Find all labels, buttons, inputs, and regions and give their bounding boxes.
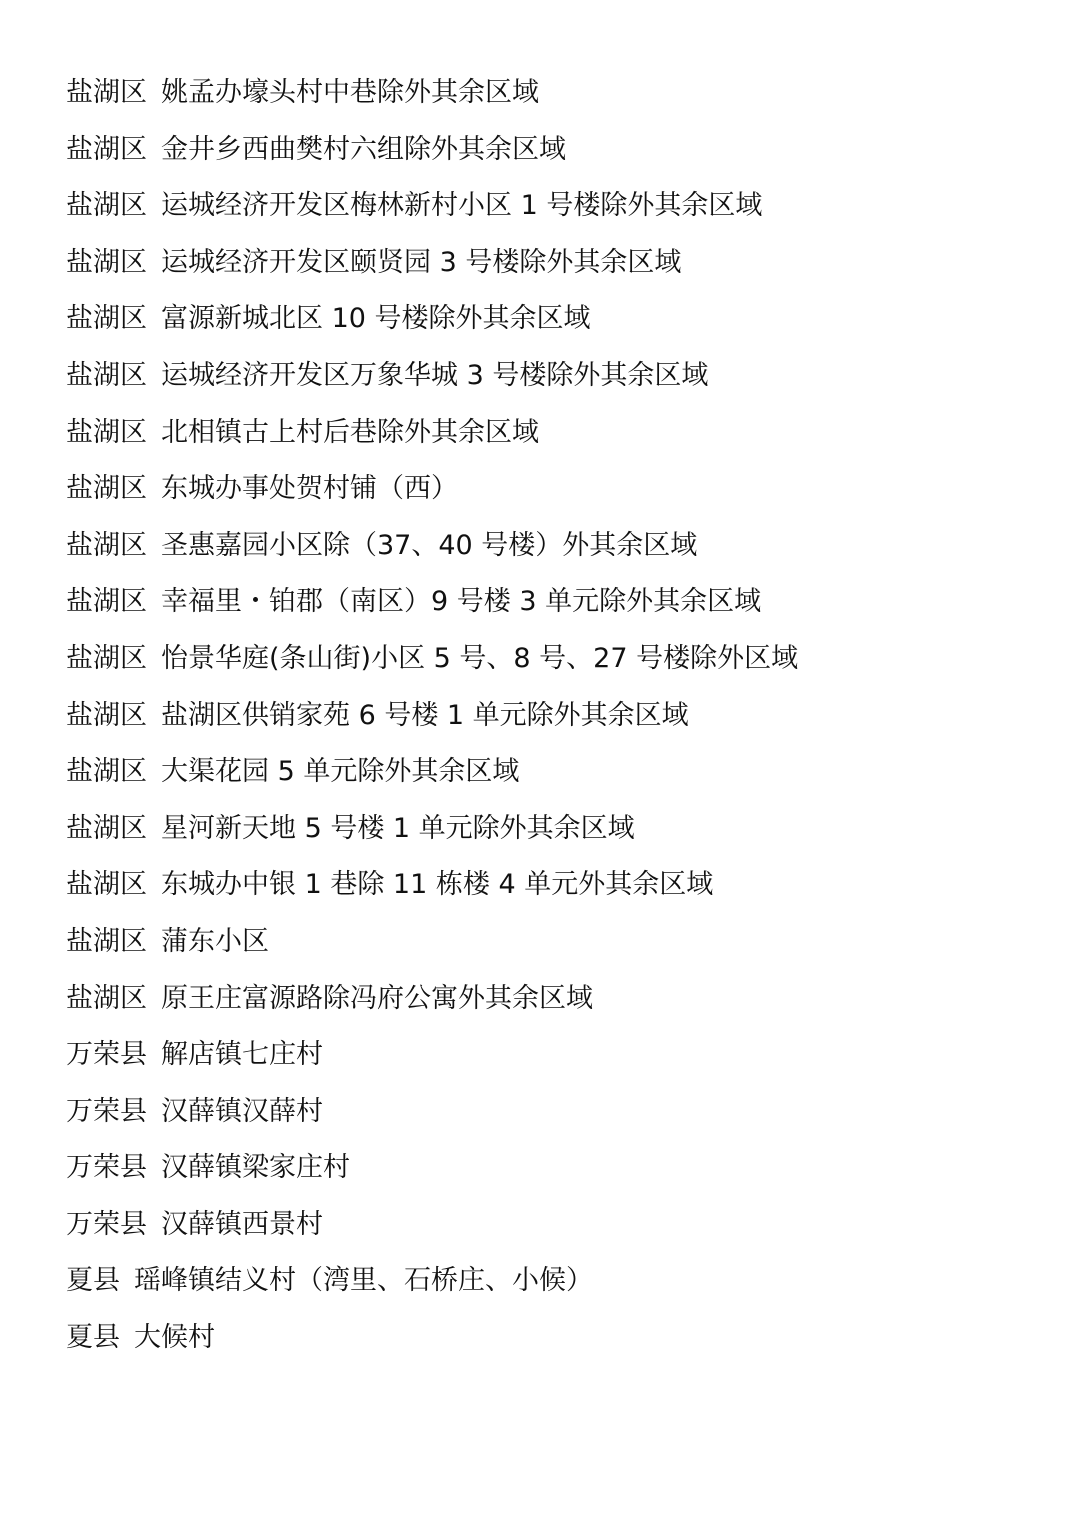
district-label: 盐湖区 (66, 925, 147, 957)
list-item (66, 693, 1046, 750)
district-label: 盐湖区 (66, 359, 147, 391)
district-label: 盐湖区 (66, 812, 147, 844)
list-item (66, 636, 1046, 693)
list-item (66, 183, 1046, 240)
area-text: 大候村 (134, 1322, 215, 1354)
list-item (66, 240, 1046, 297)
list-item (66, 1202, 1046, 1259)
area-text: 蒲东小区 (161, 925, 269, 957)
area-text: 圣惠嘉园小区除（37、40 号楼）外其余区域 (161, 529, 698, 561)
area-text: 东城办事处贺村铺（西） (161, 473, 458, 505)
district-label: 万荣县 (66, 1039, 147, 1071)
district-label: 盐湖区 (66, 699, 147, 731)
list-item (66, 579, 1046, 636)
district-label: 盐湖区 (66, 416, 147, 448)
area-text: 金井乡西曲樊村六组除外其余区域 (161, 133, 566, 165)
area-text: 运城经济开发区梅林新村小区 1 号楼除外其余区域 (161, 190, 763, 222)
area-text: 汉薛镇汉薛村 (161, 1095, 323, 1127)
district-label: 盐湖区 (66, 982, 147, 1014)
list-item (66, 466, 1046, 523)
list-item (66, 296, 1046, 353)
area-text: 盐湖区供销家苑 6 号楼 1 单元除外其余区域 (161, 699, 689, 731)
area-text: 运城经济开发区颐贤园 3 号楼除外其余区域 (161, 246, 682, 278)
district-label: 盐湖区 (66, 473, 147, 505)
list-item (66, 353, 1046, 410)
district-label: 盐湖区 (66, 303, 147, 335)
district-label: 盐湖区 (66, 529, 147, 561)
list-item (66, 1089, 1046, 1146)
list-item (66, 523, 1046, 580)
area-text: 北相镇古上村后巷除外其余区域 (161, 416, 539, 448)
area-text: 富源新城北区 10 号楼除外其余区域 (161, 303, 591, 335)
area-text: 幸福里・铂郡（南区）9 号楼 3 单元除外其余区域 (161, 586, 762, 618)
area-text: 解店镇七庄村 (161, 1039, 323, 1071)
district-label: 盐湖区 (66, 642, 147, 674)
area-list (66, 70, 1046, 1372)
district-label: 盐湖区 (66, 246, 147, 278)
area-text: 姚孟办壕头村中巷除外其余区域 (161, 77, 539, 108)
area-text: 汉薛镇梁家庄村 (161, 1152, 350, 1184)
district-label: 盐湖区 (66, 190, 147, 222)
area-text: 瑶峰镇结义村（湾里、石桥庄、小候） (134, 1265, 593, 1297)
district-label: 万荣县 (66, 1095, 147, 1127)
area-text: 东城办中银 1 巷除 11 栋楼 4 单元外其余区域 (161, 869, 714, 901)
list-item (66, 1315, 1046, 1372)
area-text: 原王庄富源路除冯府公寓外其余区域 (161, 982, 593, 1014)
district-label: 盐湖区 (66, 77, 147, 108)
district-label: 万荣县 (66, 1152, 147, 1184)
district-label: 夏县 (66, 1265, 120, 1297)
list-item (66, 410, 1046, 467)
district-label: 万荣县 (66, 1208, 147, 1240)
area-text: 怡景华庭(条山街)小区 5 号、8 号、27 号楼除外区域 (161, 642, 799, 674)
district-label: 盐湖区 (66, 133, 147, 165)
list-item (66, 1258, 1046, 1315)
list-item (66, 749, 1046, 806)
list-item (66, 976, 1046, 1033)
list-item (66, 70, 1046, 127)
district-label: 盐湖区 (66, 869, 147, 901)
list-item (66, 806, 1046, 863)
area-text: 运城经济开发区万象华城 3 号楼除外其余区域 (161, 359, 709, 391)
district-label: 盐湖区 (66, 756, 147, 788)
list-item (66, 862, 1046, 919)
list-item (66, 1145, 1046, 1202)
list-item (66, 919, 1046, 976)
district-label: 夏县 (66, 1322, 120, 1354)
area-text: 汉薛镇西景村 (161, 1208, 323, 1240)
area-text: 大渠花园 5 单元除外其余区域 (161, 756, 520, 788)
list-item (66, 127, 1046, 184)
list-item (66, 1032, 1046, 1089)
area-text: 星河新天地 5 号楼 1 单元除外其余区域 (161, 812, 635, 844)
district-label: 盐湖区 (66, 586, 147, 618)
